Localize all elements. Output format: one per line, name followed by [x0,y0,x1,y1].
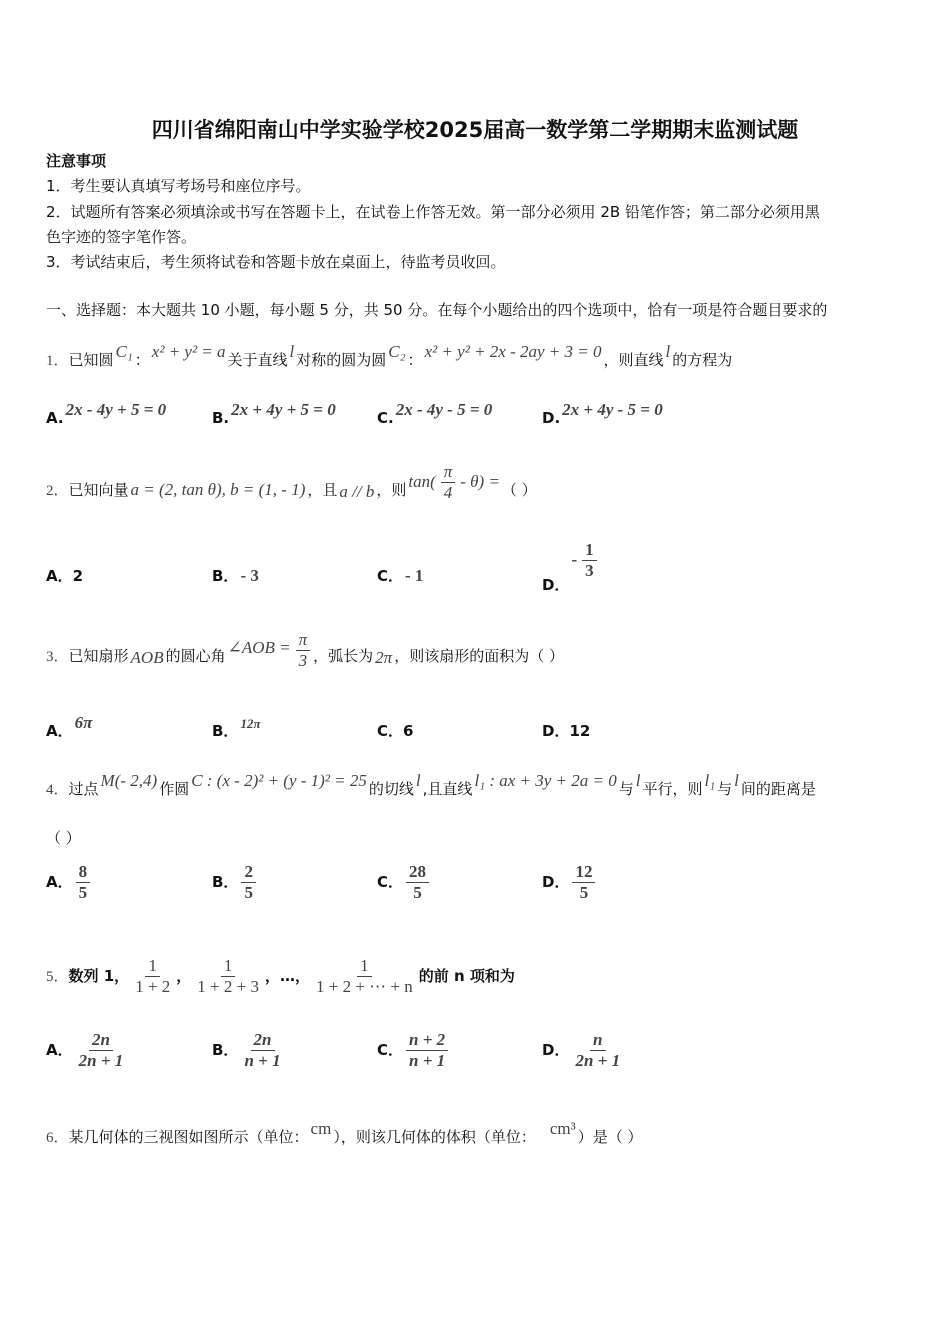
q-text: ，弧长为 [313,647,374,665]
q-text: ，…， [264,967,310,985]
fraction-numerator: 8 [76,862,91,883]
option-label: A. [46,409,64,427]
option-a[interactable] [46,862,93,903]
option-label: B． [212,567,239,585]
q-text: 的切线 [368,780,414,798]
option-b[interactable] [212,400,338,428]
option-value: - 3 [240,566,259,585]
math: M(- 2,4) [100,771,158,790]
option-label: B． [212,722,239,740]
q-text: 与 [618,780,634,798]
section-heading: 一、选择题：本大题共 10 小题，每小题 5 分，共 50 分。在每个小题给出的四个选项中，恰有一项是符合题目要求的 [46,301,828,319]
fraction-denominator: 5 [413,883,422,902]
option-d[interactable] [542,1030,626,1071]
q-text: ,且直线 [422,780,473,798]
math: C₂ [388,342,406,361]
option-label: A． [46,722,73,740]
q-text: 平行，则 [642,780,703,798]
math: l [665,342,671,361]
math: a = (2, tan θ), b = (1, - 1) [130,480,306,499]
option-label: C． [377,873,404,891]
option-value: 6π [74,713,93,732]
q-text: ），则该几何体的体积（单位： [333,1128,536,1146]
option-d[interactable] [542,720,590,741]
option-value: 2x + 4y + 5 = 0 [231,400,336,419]
math: cm [310,1119,332,1138]
option-value: 2x - 4y - 5 = 0 [395,400,493,419]
option-label: D． [542,873,570,891]
q-text: ， [176,967,192,985]
option-a[interactable] [46,1030,129,1071]
fraction-numerator: 2 [241,862,256,883]
fraction-numerator: π [296,630,311,651]
option-label: D． [542,722,570,740]
q-text: （ ） [501,481,537,499]
fraction-numerator: π [441,462,456,483]
q-text: 对称的圆为圆 [296,351,387,369]
q-text: ： [407,351,423,369]
math: l₁ [704,771,716,790]
q-text: ： [134,351,150,369]
question-number: 5． [46,969,69,985]
option-label: D． [542,1041,570,1059]
option-value: 12π [240,716,261,731]
fraction-numerator: n [590,1030,605,1051]
question-number: 3． [46,649,69,665]
question-number: 2． [46,483,69,499]
q-text: 数列 1， [68,967,130,985]
option-label: C． [377,722,404,740]
option-value: 12 [569,722,591,740]
question-number: 4． [46,782,69,798]
q-text: 过点 [68,780,99,798]
option-label: A． [46,567,73,585]
q-text: ，且 [307,481,338,499]
q-text: 的圆心角 [165,647,226,665]
option-a[interactable] [46,713,94,741]
q-text: 已知向量 [68,481,129,499]
option-value: - 1 [405,566,424,585]
fraction-denominator: 2n + 1 [575,1051,621,1070]
fraction-denominator: 3 [585,561,594,580]
math: l [415,771,421,790]
math: ∠AOB = [227,638,291,657]
fraction-denominator: 1 + 2 + ⋯ + n [316,977,413,996]
note-item: 色字迹的签字笔作答。 [46,228,197,246]
math: C₁ [115,342,133,361]
fraction-denominator: 3 [298,651,308,670]
math: l [635,771,641,790]
math: x² + y² = a [151,342,226,361]
q-text: ）是（ ） [577,1128,643,1146]
option-label: C. [377,409,394,427]
option-d[interactable] [542,540,600,594]
math: AOB [130,648,164,667]
fraction-numerator: 1 [357,956,372,977]
option-label: A． [46,873,73,891]
fraction-denominator: 5 [579,883,589,902]
question-6 [46,1119,643,1148]
note-item: 3．考试结束后，考生须将试卷和答题卡放在桌面上，待监考员收回。 [46,253,506,271]
option-label: C． [377,1041,404,1059]
option-label: A． [46,1041,73,1059]
option-label: B． [212,1041,239,1059]
q-text: 关于直线 [227,351,288,369]
option-value: 2x + 4y - 5 = 0 [562,400,663,419]
q-text: 某几何体的三视图如图所示（单位： [68,1128,309,1146]
option-label: C． [377,567,404,585]
fraction-numerator: 12 [572,862,595,883]
answer-paren: （ ） [46,829,81,847]
math: C : (x - 2)² + (y - 1)² = 25 [191,771,367,790]
math: l [289,342,295,361]
option-c[interactable] [377,1030,451,1071]
option-b[interactable] [212,1030,287,1071]
option-a[interactable] [46,565,83,586]
question-number: 1． [46,353,69,369]
math: a // b [339,482,375,501]
fraction-denominator: 2n + 1 [78,1051,124,1070]
fraction-numerator: n + 2 [406,1030,448,1051]
fraction-denominator: 4 [443,483,453,502]
fraction-denominator: 1 + 2 + 3 [197,977,259,996]
math: cm³ [549,1119,576,1138]
page-title: 四川省绵阳南山中学实验学校2025届高一数学第二学期期末监测试题 [151,118,799,142]
fraction-denominator: n + 1 [409,1051,446,1070]
fraction-numerator: 28 [406,862,429,883]
math: tan( [408,472,436,491]
option-a[interactable] [46,400,168,428]
q-text: 作圆 [159,780,190,798]
option-value: 2 [72,567,84,585]
option-d[interactable] [542,400,665,428]
option-value: 6 [403,722,414,740]
math: l₁ : ax + 3y + 2a = 0 [474,771,617,790]
option-c[interactable] [377,720,413,741]
option-b[interactable] [212,565,261,586]
fraction-denominator: 5 [244,883,253,902]
fraction-numerator: 1 [221,956,236,977]
q-text: 已知圆 [68,351,114,369]
fraction-numerator: 1 [145,956,160,977]
option-value: 2x - 4y + 5 = 0 [65,400,167,419]
q-text: 已知扇形 [68,647,129,665]
question-3 [46,630,564,677]
math: l [734,771,739,790]
fraction-denominator: 1 + 2 [135,977,171,996]
note-item: 2．试题所有答案必须填涂或书写在答题卡上，在试卷上作答无效。第一部分必须用 2B 铅笔作答；第二部分必须用黑 [46,203,820,221]
option-label: B. [212,409,230,427]
math: 2π [375,648,393,667]
q-text: ，则该扇形的面积为（ ） [394,647,564,665]
q-text: ，则 [376,481,407,499]
q-text: 的方程为 [672,351,733,369]
question-5 [46,956,515,997]
math: - θ) = [460,472,500,491]
fraction-numerator: 1 [582,540,597,561]
note-item: 1．考生要认真填写考场号和座位序号。 [46,177,311,195]
fraction-denominator: 5 [78,883,88,902]
option-value: - [571,550,578,569]
fraction-numerator: 2n [89,1030,113,1051]
option-b[interactable] [212,716,263,741]
math: x² + y² + 2x - 2ay + 3 = 0 [424,342,602,361]
notes-heading: 注意事项 [46,152,107,170]
option-c[interactable] [377,862,432,903]
option-b[interactable] [212,862,259,903]
option-c[interactable] [377,400,494,428]
q-text: ，则直线 [603,351,664,369]
option-d[interactable] [542,862,598,903]
question-2 [46,462,537,511]
fraction-denominator: n + 1 [244,1051,281,1070]
question-number: 6． [46,1130,69,1146]
option-label: D． [542,576,570,594]
question-1 [46,342,733,371]
option-c[interactable] [377,565,425,586]
fraction-numerator: 2n [251,1030,275,1051]
option-label: D. [542,409,561,427]
q-text: 的前 n 项和为 [418,967,515,985]
option-label: B． [212,873,239,891]
question-4 [46,771,816,800]
q-text: 与 [717,780,733,798]
q-text: 间的距离是 [740,780,816,798]
